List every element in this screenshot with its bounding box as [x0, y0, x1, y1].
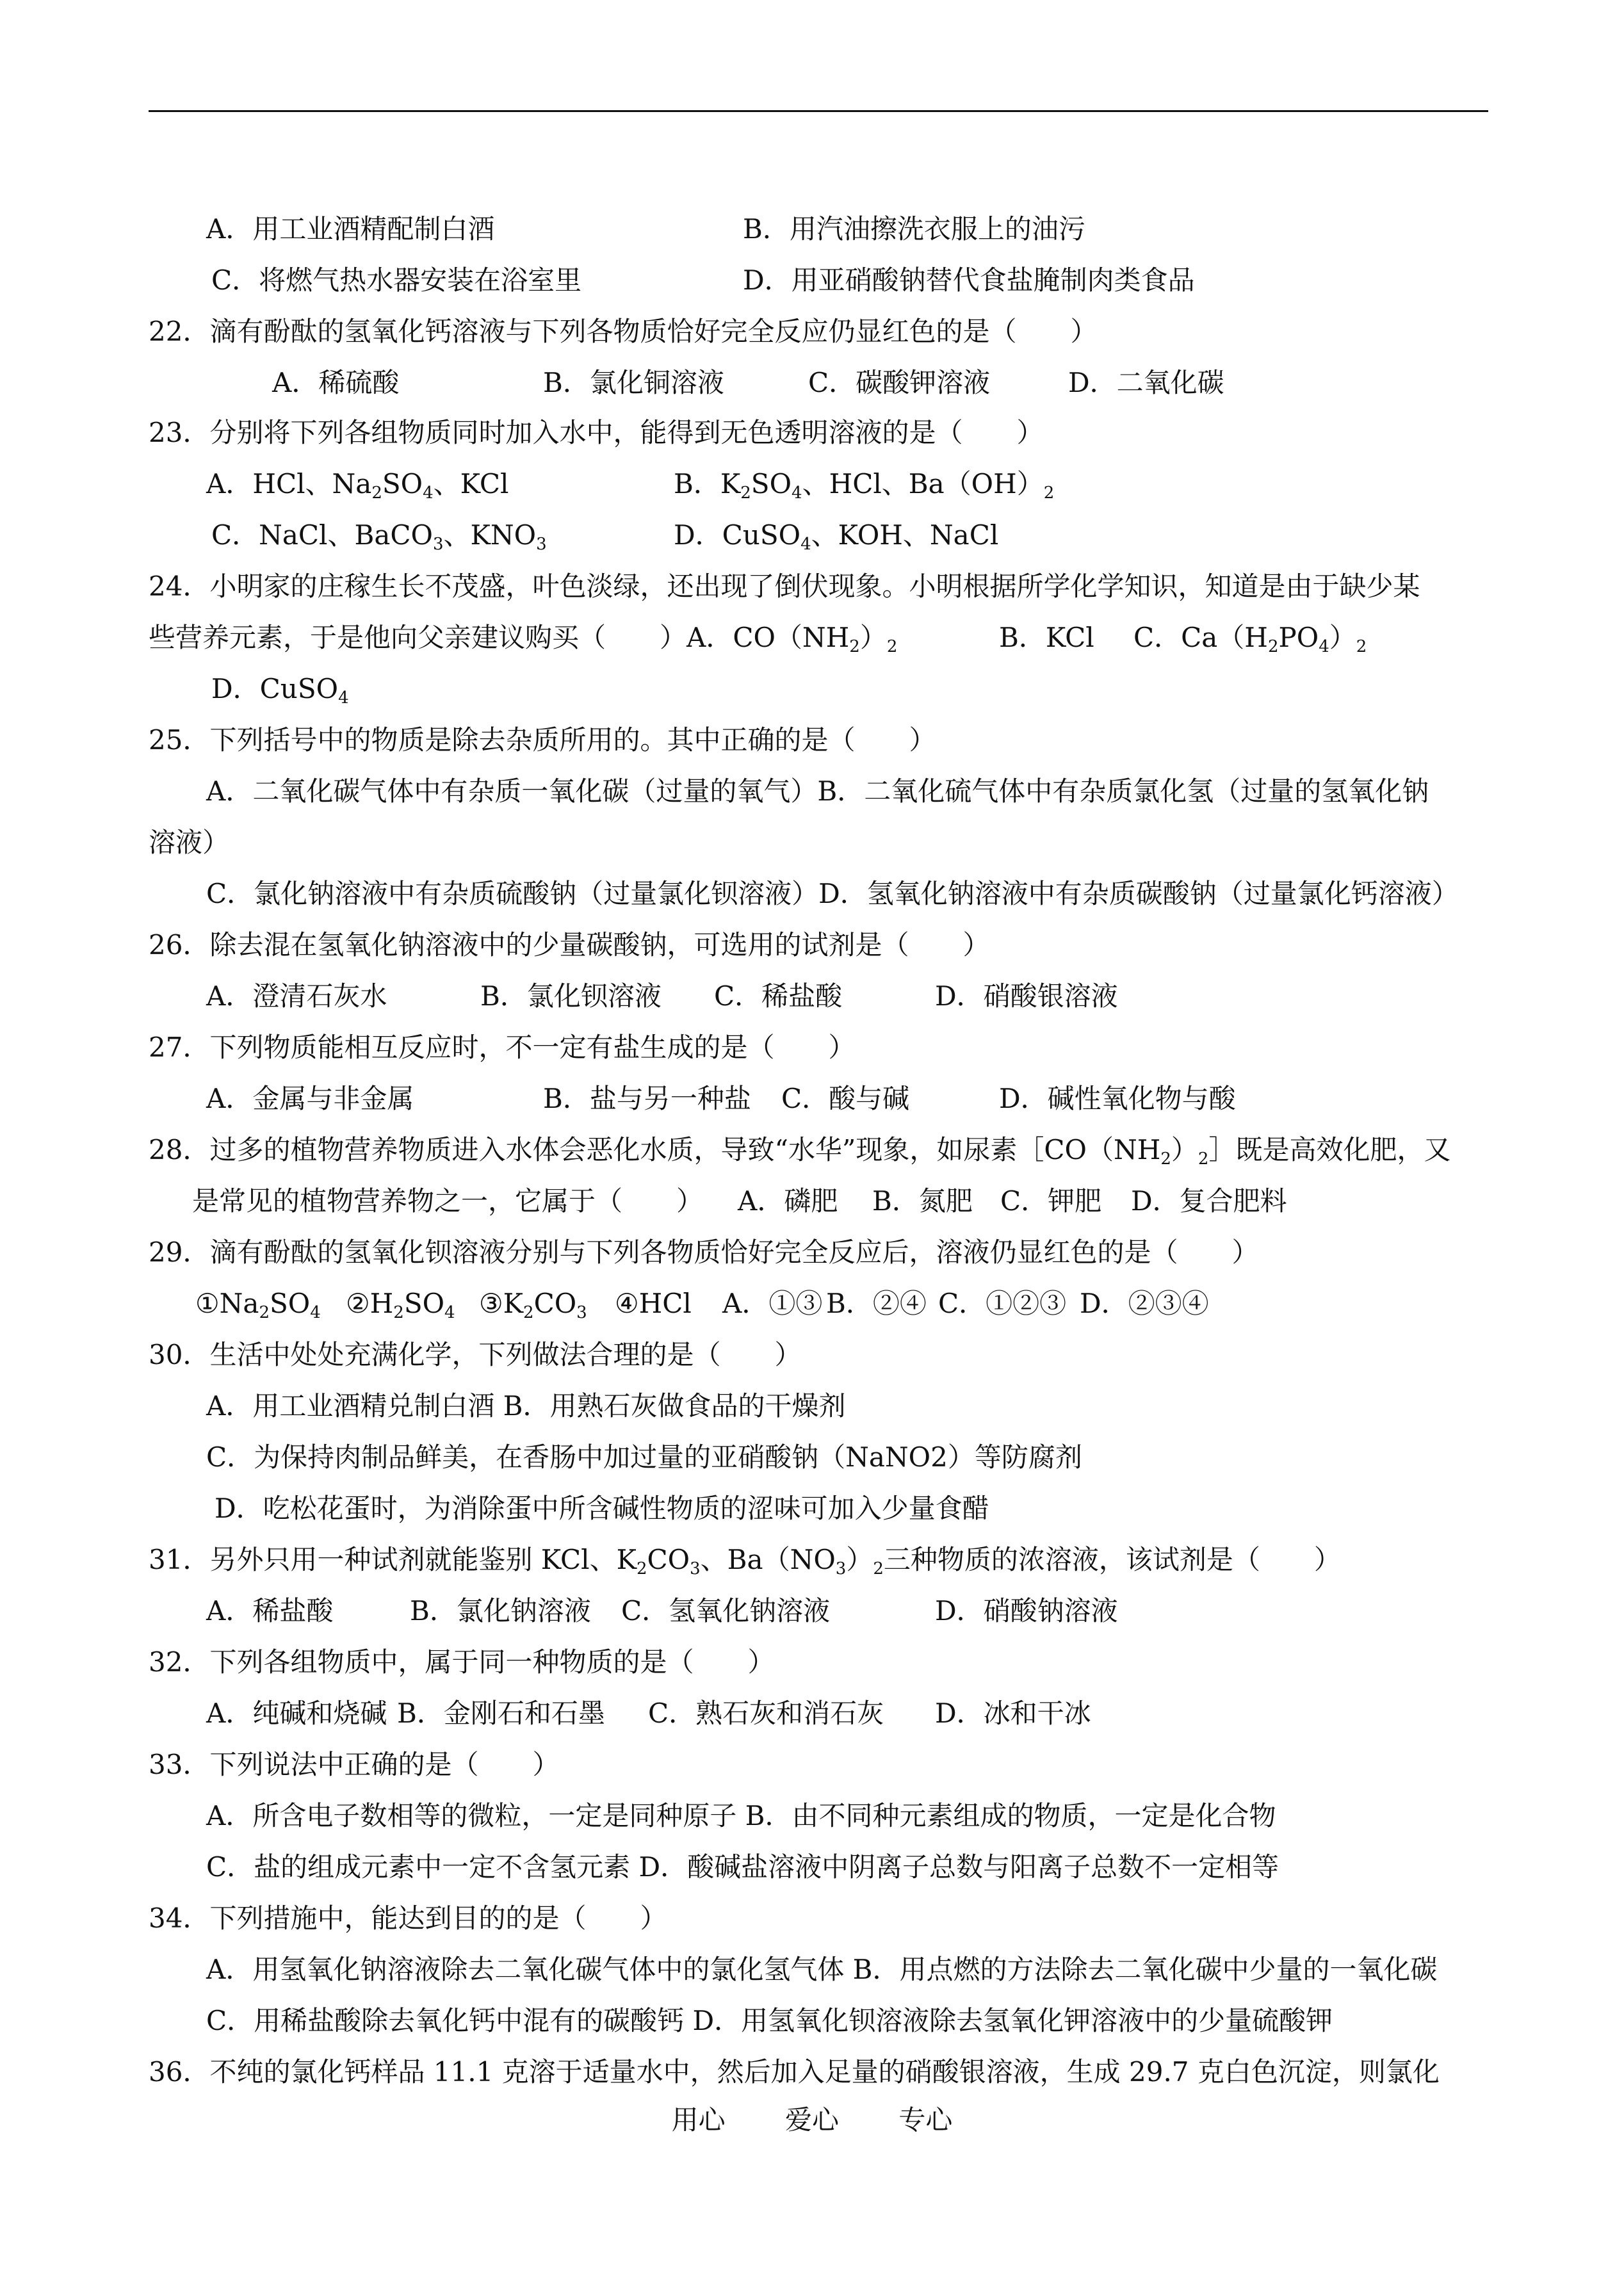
q30-option-c: C．为保持肉制品鲜美，在香肠中加过量的亚硝酸钠（NaNO2）等防腐剂	[206, 1441, 1082, 1473]
q21-option-b: B．用汽油擦洗衣服上的油污	[743, 213, 1085, 245]
q32-option-d: D．冰和干冰	[935, 1698, 1091, 1729]
q22-option-b: B．氯化铜溶液	[543, 367, 724, 398]
q23-option-a: A．HCl、$Na_2SO_4$、KCl	[206, 468, 509, 503]
q29-option-a: A．①③	[722, 1288, 823, 1319]
q31-option-a: A．稀盐酸	[206, 1595, 334, 1626]
q33-options-ab: A．所含电子数相等的微粒，一定是同种原子 B．由不同种元素组成的物质，一定是化合物	[206, 1800, 1276, 1831]
q34-stem: 34．下列措施中，能达到目的的是（ ）	[149, 1902, 667, 1934]
q24-option-b: B．KCl	[999, 622, 1094, 653]
q25-stem: 25．下列括号中的物质是除去杂质所用的。其中正确的是（ ）	[149, 724, 936, 756]
q29-option-b: B．②④	[826, 1288, 927, 1319]
q22-option-d: D．二氧化碳	[1068, 367, 1224, 398]
q29-stem: 29．滴有酚酞的氢氧化钡溶液分别与下列各物质恰好完全反应后，溶液仍显红色的是（ ）	[149, 1237, 1259, 1268]
q28-option-b: B．氮肥	[872, 1185, 973, 1217]
q28-option-d: D．复合肥料	[1131, 1185, 1287, 1217]
q27-option-c: C．酸与碱	[781, 1083, 910, 1114]
q32-option-a: A．纯碱和烧碱	[206, 1698, 387, 1729]
q23-option-d: D．CuSO$_4$、KOH、NaCl	[674, 519, 999, 554]
q24-stem-line2: 些营养元素，于是他向父亲建议购买（ ）A．$CO(NH_2)_2$	[149, 622, 898, 656]
q31-stem: 31．另外只用一种试剂就能鉴别 KCl、$K_2CO_3$、$Ba(NO_3)_2$三种物质的浓溶液，该试剂是（ ）	[149, 1544, 1341, 1578]
q21-option-d: D．用亚硝酸钠替代食盐腌制肉类食品	[743, 264, 1195, 296]
q30-stem: 30．生活中处处充满化学，下列做法合理的是（ ）	[149, 1339, 802, 1370]
q33-options-cd: C．盐的组成元素中一定不含氢元素 D．酸碱盐溶液中阴离子总数与阳离子总数不一定相等	[206, 1851, 1279, 1883]
q23-stem: 23．分别将下列各组物质同时加入水中，能得到无色透明溶液的是（ ）	[149, 417, 1044, 448]
q27-stem: 27．下列物质能相互反应时，不一定有盐生成的是（ ）	[149, 1032, 856, 1063]
q26-stem: 26．除去混在氢氧化钠溶液中的少量碳酸钠，可选用的试剂是（ ）	[149, 929, 990, 961]
q29-item-3: $③K_2CO_3$	[479, 1288, 587, 1322]
q25-options-cd: C．氯化钠溶液中有杂质硫酸钠（过量氯化钡溶液）D．氢氧化钠溶液中有杂质碳酸钠（过量氯化钙溶液）	[206, 878, 1459, 909]
q26-option-d: D．硝酸银溶液	[935, 980, 1118, 1012]
q33-stem: 33．下列说法中正确的是（ ）	[149, 1749, 560, 1780]
q26-option-b: B．氯化钡溶液	[480, 980, 662, 1012]
q30-option-d: D．吃松花蛋时，为消除蛋中所含碱性物质的涩味可加入少量食醋	[215, 1493, 989, 1524]
q27-option-d: D．碱性氧化物与酸	[999, 1083, 1236, 1114]
q29-item-2: $②H_2SO_4$	[346, 1288, 455, 1322]
q27-option-a: A．金属与非金属	[206, 1083, 414, 1114]
q29-item-1: $①Na_2SO_4$	[195, 1288, 321, 1322]
q21-option-a: A．用工业酒精配制白酒	[206, 213, 495, 245]
q21-option-c: C．将燃气热水器安装在浴室里	[211, 264, 582, 296]
q30-options-ab: A．用工业酒精兑制白酒 B．用熟石灰做食品的干燥剂	[206, 1390, 846, 1422]
q32-option-c: C．熟石灰和消石灰	[648, 1698, 884, 1729]
q31-option-b: B．氯化钠溶液	[410, 1595, 591, 1626]
q32-stem: 32．下列各组物质中，属于同一种物质的是（ ）	[149, 1646, 775, 1678]
footer-word-2: 爱心	[784, 2104, 839, 2136]
q28-stem-line2: 是常见的植物营养物之一，它属于（ ）	[192, 1185, 704, 1217]
footer-word-3: 专心	[898, 2104, 953, 2136]
q31-option-c: C．氢氧化钠溶液	[621, 1595, 831, 1626]
q24-stem-line1: 24．小明家的庄稼生长不茂盛，叶色淡绿，还出现了倒伏现象。小明根据所学化学知识，知道是由于缺少某	[149, 571, 1420, 602]
q28-stem-line1: 28．过多的植物营养物质进入水体会恶化水质，导致“水华”现象，如尿素$[CO(NH_2)_2]$既是高效化肥，又	[149, 1134, 1451, 1169]
q28-option-c: C．钾肥	[1000, 1185, 1102, 1217]
q34-options-ab: A．用氢氧化钠溶液除去二氧化碳气体中的氯化氢气体 B．用点燃的方法除去二氧化碳中少量的一氧化碳	[206, 1954, 1438, 1985]
q29-option-d: D．②③④	[1080, 1288, 1209, 1319]
q25-options-ab-cont: 溶液）	[149, 827, 230, 858]
q22-option-c: C．碳酸钾溶液	[808, 367, 991, 398]
q34-options-cd: C．用稀盐酸除去氧化钙中混有的碳酸钙 D．用氢氧化钡溶液除去氢氧化钾溶液中的少量硫酸钾	[206, 2005, 1333, 2036]
q24-option-d: D．CuSO$_4$	[211, 673, 349, 708]
q26-option-c: C．稀盐酸	[714, 980, 843, 1012]
q27-option-b: B．盐与另一种盐	[543, 1083, 751, 1114]
q23-option-c: C．NaCl、BaCO$_3$、$KNO_3$	[211, 519, 547, 554]
q31-option-d: D．硝酸钠溶液	[935, 1595, 1118, 1626]
page-footer	[0, 2099, 1624, 2137]
footer-word-1: 用心	[671, 2104, 726, 2136]
q29-option-c: C．①②③	[938, 1288, 1067, 1319]
header-rule	[149, 110, 1488, 112]
q29-item-4: ④HCl	[615, 1288, 692, 1319]
q25-options-ab: A．二氧化碳气体中有杂质一氧化碳（过量的氧气）B．二氧化硫气体中有杂质氯化氢（过量的氢氧化钠	[206, 775, 1429, 807]
q23-option-b: B．$K_2SO_4$、HCl、$Ba(OH)_2$	[674, 468, 1055, 503]
q32-option-b: B．金刚石和石墨	[397, 1698, 605, 1729]
q24-option-c: C．$Ca(H_2PO_4)_2$	[1133, 622, 1367, 656]
q36-stem: 36．不纯的氯化钙样品 11.1 克溶于适量水中，然后加入足量的硝酸银溶液，生成 29.7 克白色沉淀，则氯化	[149, 2056, 1440, 2088]
q24-option-a: A．$CO(NH_2)_2$	[686, 622, 898, 656]
q26-option-a: A．澄清石灰水	[206, 980, 387, 1012]
q22-option-a: A．稀硫酸	[272, 367, 400, 398]
q22-stem: 22．滴有酚酞的氢氧化钙溶液与下列各物质恰好完全反应仍显红色的是（ ）	[149, 316, 1098, 347]
q28-option-a: A．磷肥	[738, 1185, 838, 1217]
